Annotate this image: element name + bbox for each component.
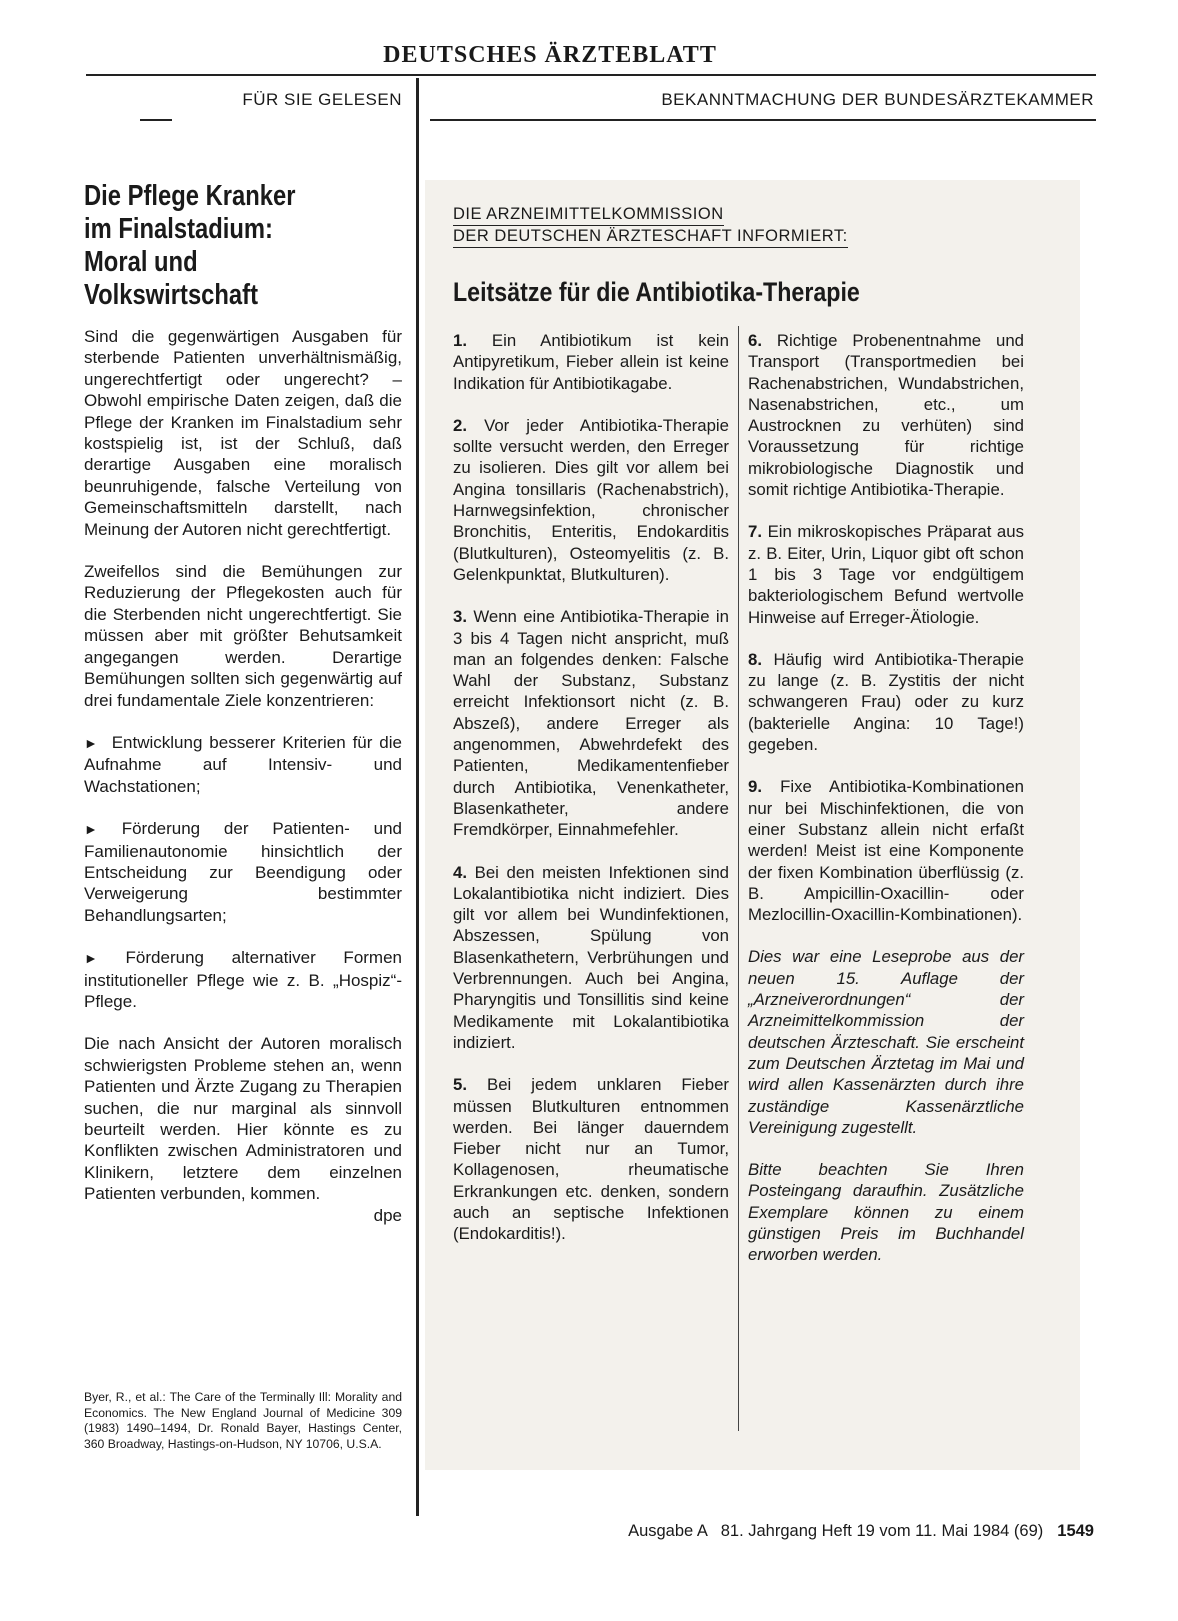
section-rule: [430, 119, 1096, 121]
kicker-line: DER DEUTSCHEN ÄRZTESCHAFT INFORMIERT:: [453, 226, 848, 248]
editor-note: Bitte beachten Sie Ihren Posteingang daraufhin. Zusätzliche Exemplare können zu einem günstigen Preis im Buchhandel erworben werden.: [748, 1160, 1024, 1265]
section-rule-left: [140, 119, 172, 121]
title-line: Moral und: [84, 246, 198, 278]
inner-column-divider: [738, 326, 739, 1431]
guideline-item: [453, 1074, 729, 1244]
kicker-line: DIE ARZNEIMITTELKOMMISSION: [453, 204, 724, 226]
right-article-title: Leitsätze für die Antibiotika-Therapie: [453, 277, 860, 307]
signature-line: [84, 1205, 402, 1226]
item-text: Bei jedem unklaren Fieber müssen Blutkulturen entnommen werden. Bei länger dauerndem Fieber nicht nur an Tumor, Kollagenosen, rheumatische Erkrankungen etc. denken, sondern auch an septische Infektionen (Endokarditis!).: [453, 1075, 729, 1244]
guideline-item: [748, 521, 1024, 627]
guideline-item: [453, 862, 729, 1054]
editor-note: Dies war eine Leseprobe aus der neuen 15. Auflage der „Arzneiverordnungen“ der Arzneimittelkommission der deutschen Ärzteschaft. Sie erscheint zum Deutschen Ärztetag im Mai und wird allen Kassenärzten durch ihre zuständige Kassenärztliche Vereinigung zugestellt.: [748, 947, 1024, 1137]
paragraph: Sind die gegenwärtigen Ausgaben für sterbende Patienten unverhältnismäßig, ungerechtfertigt oder ungerecht? – Obwohl empirische Daten zeigen, daß die Pflege der Kranken im Finalstadium sehr kostspielig ist, ist der Schluß, daß derartige Ausgaben eine moralisch beunruhigende, falsche Verteilung von Gemeinschaftsmitteln darstellt, nach Meinung der Autoren nicht gerechtfertigt.: [84, 327, 402, 539]
page-footer: [430, 1522, 1094, 1541]
issue-info: Ausgabe A 81. Jahrgang Heft 19 vom 11. Mai 1984 (69): [628, 1522, 1044, 1540]
item-text: Bei den meisten Infektionen sind Lokalantibiotika nicht indiziert. Dies gilt vor allem bei Wundinfektionen, Abszessen, Spülung von Blasenkathetern, Verbrühungen und Verbrennungen. Auch bei Angina, Pharyngitis und Tonsillitis sind keine Medikamente mit Lokalantibiotika indiziert.: [453, 862, 729, 1052]
guideline-item: [748, 776, 1024, 925]
author-signature: dpe: [373, 1205, 402, 1225]
item-number: 6.: [748, 331, 762, 350]
page-number: 1549: [1057, 1522, 1094, 1540]
bullet-item: [84, 818, 402, 926]
guidelines-column-1: [453, 330, 729, 1266]
section-label-left: FÜR SIE GELESEN: [242, 90, 402, 109]
closing-text: Die nach Ansicht der Autoren moralisch schwierigsten Probleme stehen an, wenn Patienten und Ärzte Zugang zu Therapien suchen, die nur marginal als sinnvoll beurteilt werden. Hier könnte es zu Konflikten zwischen Administratoren und Klinikern, letztere dem einzelnen Patienten verbunden, kommen.: [84, 1034, 402, 1204]
item-number: 2.: [453, 415, 467, 435]
guideline-item: [453, 606, 729, 840]
item-text: Ein Antibiotikum ist kein Antipyretikum, Fieber allein ist keine Indikation für Antibiotikagabe.: [453, 331, 729, 393]
bullet-icon: ►: [84, 734, 98, 751]
top-rule: [86, 74, 1096, 76]
item-text: Ein mikroskopisches Präparat aus z. B. Eiter, Urin, Liquor gibt oft schon 1 bis 3 Tage vor endgültigem bakteriologischem Befund wertvolle Hinweise auf Erreger-Ätiologie.: [748, 522, 1024, 627]
item-number: 3.: [453, 607, 467, 627]
item-number: 7.: [748, 522, 762, 542]
masthead: DEUTSCHES ÄRZTEBLATT: [383, 42, 717, 68]
item-number: 8.: [748, 649, 762, 669]
section-label-right: BEKANNTMACHUNG DER BUNDESÄRZTEKAMMER: [661, 90, 1094, 109]
bullet-text: Förderung alternativer Formen institutioneller Pflege wie z. B. „Hospiz“-Pflege.: [84, 948, 402, 1011]
kicker: [453, 204, 848, 248]
column-divider: [416, 78, 419, 1516]
guideline-item: [453, 330, 729, 394]
title-line: Volkswirtschaft: [84, 279, 259, 311]
title-line: im Finalstadium:: [84, 213, 273, 245]
item-text: Wenn eine Antibiotika-Therapie in 3 bis 4 Tagen nicht anspricht, muß man an folgendes denken: Falsche Wahl der Substanz, Substanz erreicht Infektionsort nicht (z. B. Abszeß), andere Erreger als angenommen, Abwehrdefekt des Patienten, Medikamentenfieber durch Antibiotika, Venenkatheter, Blasenkatheter, andere Fremdkörper, Einnahmefehler.: [453, 607, 729, 840]
guidelines-column-2: [748, 330, 1024, 1287]
bullet-item: [84, 947, 402, 1012]
bullet-icon: ►: [84, 821, 98, 838]
citation: Byer, R., et al.: The Care of the Terminally Ill: Morality and Economics. The New England Journal of Medicine 309 (1983) 1490–1494, Dr. Ronald Bayer, Hastings Center, 360 Broadway, Hastings-on-Hudson, NY 10706, U.S.A.: [84, 1390, 402, 1451]
paragraph: Zweifellos sind die Bemühungen zur Reduzierung der Pflegekosten auch für die Sterbenden nicht ungerechtfertigt. Sie müssen aber mit größter Behutsamkeit angegangen werden. Derartige Bemühungen sollten sich gegenwärtig auf drei fundamentale Ziele konzentrieren:: [84, 562, 402, 710]
title-line: Die Pflege Kranker: [84, 180, 296, 212]
item-text: Richtige Probenentnahme und Transport (Transportmedien bei Rachenabstrichen, Wundabstrichen, Nasenabstrichen, etc., um Austrocknen zu verhüten) sind Voraussetzung für richtige mikrobiologische Diagnostik und somit richtige Antibiotika-Therapie.: [748, 331, 1024, 500]
closing-paragraph: [84, 1033, 402, 1204]
item-text: Vor jeder Antibiotika-Therapie sollte versucht werden, den Erreger zu isolieren. Dies gilt vor allem bei Angina tonsillaris (Rachenabstrich), Harnwegsinfektion, chronischer Bronchitis, Enteritis, Endokarditis (Blutkulturen), Osteomyelitis (z. B. Gelenkpunktat, Blutkulturen).: [453, 415, 729, 584]
item-text: Häufig wird Antibiotika-Therapie zu lange (z. B. Zystitis der nicht schwangeren Frau) oder zu kurz (bakterielle Angina: 10 Tage!) gegeben.: [748, 649, 1024, 755]
bullet-text: Entwicklung besserer Kriterien für die Aufnahme auf Intensiv- und Wachstationen;: [84, 732, 402, 796]
item-number: 5.: [453, 1075, 467, 1095]
guideline-item: [453, 415, 729, 585]
left-article-title: [84, 180, 346, 312]
bullet-icon: ►: [84, 950, 98, 967]
item-number: 1.: [453, 331, 467, 350]
bullet-item: [84, 732, 402, 797]
left-article-body: [84, 326, 402, 1226]
item-number: 9.: [748, 777, 762, 797]
guideline-item: [748, 330, 1024, 500]
item-text: Fixe Antibiotika-Kombinationen nur bei Mischinfektionen, die von einer Substanz allein nicht erfaßt werden! Meist ist eine Komponente der fixen Kombination überflüssig (z. B. Ampicillin-Oxacillin- oder Mezlocillin-Oxacillin-Kombinationen).: [748, 777, 1024, 925]
item-number: 4.: [453, 862, 467, 882]
bullet-text: Förderung der Patienten- und Familienautonomie hinsichtlich der Entscheidung zur Beendigung oder Verweigerung bestimmter Behandlungsarten;: [84, 819, 402, 925]
guideline-item: [748, 649, 1024, 755]
